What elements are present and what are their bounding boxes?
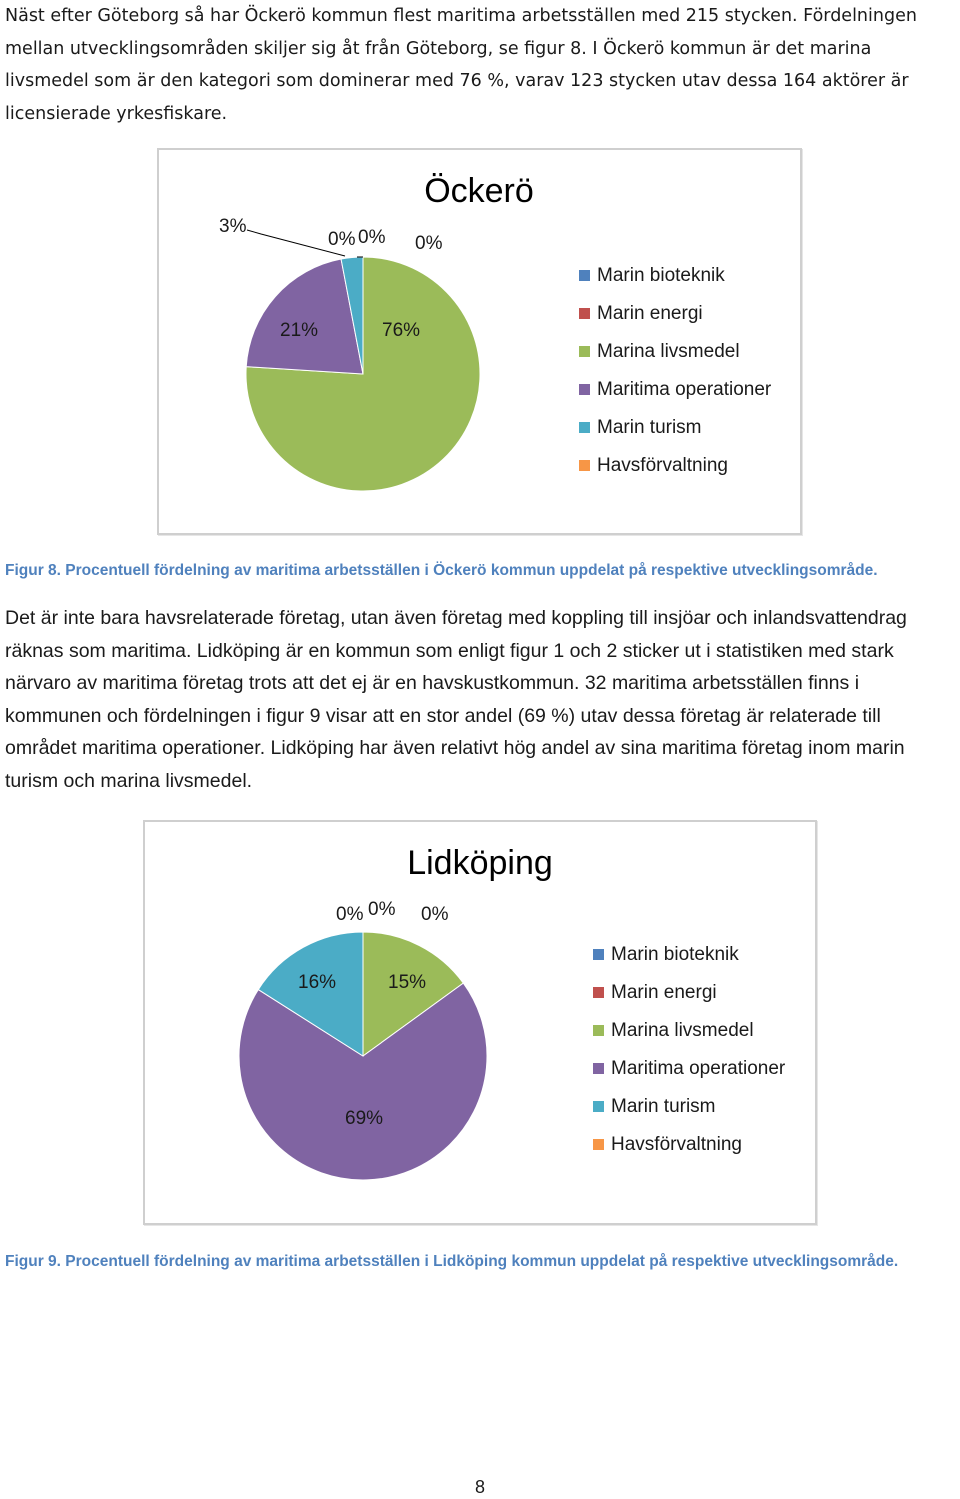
legend-label-marin-bioteknik: Marin bioteknik xyxy=(611,944,739,965)
caption-label: Figur 9. xyxy=(5,1253,61,1270)
data-label-marin-energi: 0% xyxy=(358,227,386,248)
legend-swatch-marin-bioteknik xyxy=(579,270,590,281)
pie-chart-ockero xyxy=(159,150,800,533)
data-label-marin-bioteknik: 0% xyxy=(336,904,364,925)
legend-label-havsforvaltning: Havsförvaltning xyxy=(611,1134,742,1155)
legend-label-marina-livsmedel: Marina livsmedel xyxy=(611,1020,754,1041)
legend-label-havsforvaltning: Havsförvaltning xyxy=(597,455,728,476)
page-number: 8 xyxy=(474,1477,485,1497)
legend-label-marin-bioteknik: Marin bioteknik xyxy=(597,265,725,286)
legend-label-marin-energi: Marin energi xyxy=(597,303,703,324)
chart-lidkoping xyxy=(143,820,817,1225)
legend-swatch-marina-livsmedel xyxy=(579,346,590,357)
data-label-marin-bioteknik: 0% xyxy=(328,229,356,250)
data-label-marin-turism: 3% xyxy=(219,216,247,237)
legend-label-marina-livsmedel: Marina livsmedel xyxy=(597,341,740,362)
intro-paragraph: Näst efter Göteborg så har Öckerö kommun flest maritima arbetsställen med 215 stycken. Fördelningen mellan utvecklingsområden skiljer sig åt från Göteborg, se figur 8. I Öckerö kommun är det marina livsmedel som är den kategori som dominerar med 76 %, varav 123 stycken utav dessa 164 aktörer är licensierade yrkesfiskare. xyxy=(5,6,917,124)
data-label-havsforvaltning: 0% xyxy=(421,904,449,925)
data-label-maritima-operationer: 21% xyxy=(280,320,319,341)
figure-caption-8 xyxy=(5,562,878,580)
data-label-marina-livsmedel: 15% xyxy=(388,972,427,993)
caption-text: Procentuell fördelning av maritima arbetsställen i Öckerö kommun uppdelat på respektive utvecklingsområde. xyxy=(65,562,878,579)
legend-swatch-marin-bioteknik xyxy=(593,949,604,960)
data-label-marin-energi: 0% xyxy=(368,899,396,920)
legend-label-maritima-operationer: Maritima operationer xyxy=(611,1058,786,1079)
data-label-marin-turism: 16% xyxy=(298,972,337,993)
legend-label-marin-turism: Marin turism xyxy=(597,417,702,438)
legend-swatch-marina-livsmedel xyxy=(593,1025,604,1036)
figure-caption-9 xyxy=(5,1253,898,1271)
legend-swatch-marin-turism xyxy=(593,1101,604,1112)
legend-swatch-marin-energi xyxy=(579,308,590,319)
chart-title: Lidköping xyxy=(407,844,553,882)
legend-label-maritima-operationer: Maritima operationer xyxy=(597,379,772,400)
legend-swatch-maritima-operationer xyxy=(579,384,590,395)
legend-swatch-maritima-operationer xyxy=(593,1063,604,1074)
legend-swatch-marin-energi xyxy=(593,987,604,998)
chart-ockero xyxy=(157,148,802,535)
caption-text: Procentuell fördelning av maritima arbetsställen i Lidköping kommun uppdelat på respektive utvecklingsområde. xyxy=(65,1253,899,1270)
legend-swatch-marin-turism xyxy=(579,422,590,433)
body-paragraph: Det är inte bara havsrelaterade företag, utan även företag med koppling till insjöar och inlandsvattendrag räknas som maritima. Lidköping är en kommun som enligt figur 1 och 2 sticker ut i statistiken med stark närvaro av maritima företag trots att det ej är en havskustkommun. 32 maritima arbetsställen finns i kommunen och fördelningen i figur 9 visar att en stor andel (69 %) utav dessa företag är relaterade till området maritima operationer. Lidköping har även relativt hög andel av sina maritima företag inom marin turism och marina livsmedel. xyxy=(5,607,907,792)
chart-title: Öckerö xyxy=(424,172,534,210)
legend-swatch-havsforvaltning xyxy=(579,460,590,471)
data-label-havsforvaltning: 0% xyxy=(415,233,443,254)
pie-chart-lidkoping xyxy=(145,822,815,1223)
legend-label-marin-energi: Marin energi xyxy=(611,982,717,1003)
data-label-maritima-operationer: 69% xyxy=(345,1108,384,1129)
legend-label-marin-turism: Marin turism xyxy=(611,1096,716,1117)
caption-label: Figur 8. xyxy=(5,562,61,579)
legend-swatch-havsforvaltning xyxy=(593,1139,604,1150)
data-label-marina-livsmedel: 76% xyxy=(382,320,421,341)
